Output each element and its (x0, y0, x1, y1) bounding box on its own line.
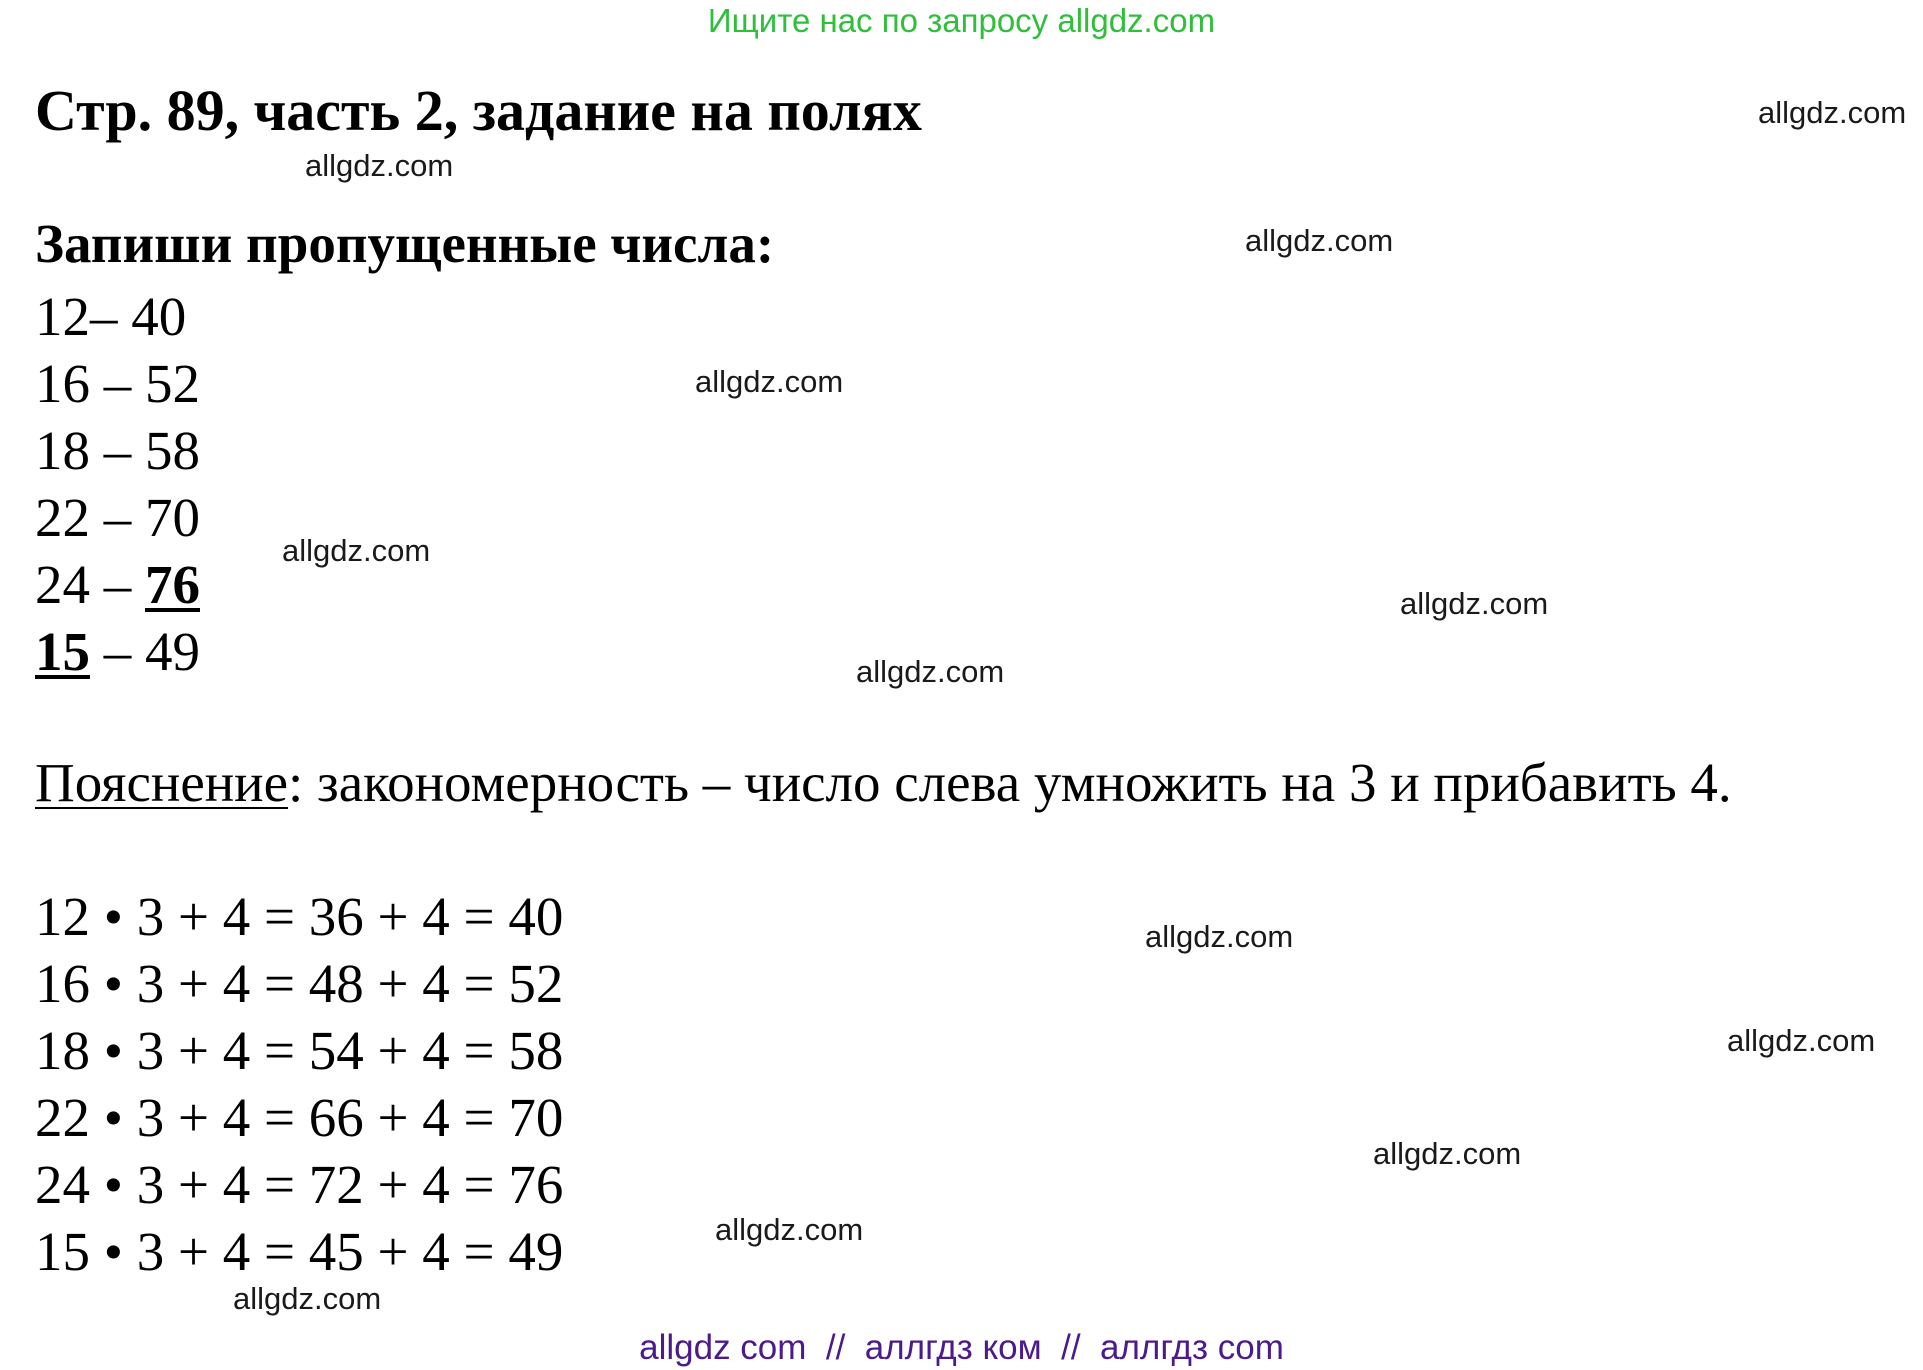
watermark: allgdz.com (1758, 95, 1907, 130)
watermark: allgdz.com (305, 148, 454, 183)
watermark: allgdz.com (1373, 1136, 1522, 1171)
pair-left-number: 18 (35, 420, 90, 481)
watermark: allgdz.com (715, 1212, 864, 1247)
watermark: allgdz.com (856, 654, 1005, 689)
watermark: allgdz.com (1727, 1023, 1876, 1058)
task-heading: Запиши пропущенные числа: (35, 213, 775, 274)
equation-row: 24 • 3 + 4 = 72 + 4 = 76 (35, 1154, 564, 1215)
watermark: allgdz.com (1145, 919, 1294, 954)
watermark: allgdz.com (233, 1281, 382, 1316)
pair-right-number: 52 (145, 353, 200, 414)
pair-separator: – (90, 621, 145, 682)
page-title: Стр. 89, часть 2, задание на полях (35, 78, 922, 143)
pair-left-number: 16 (35, 353, 90, 414)
equation-row: 16 • 3 + 4 = 48 + 4 = 52 (35, 953, 564, 1014)
number-pair-row (35, 618, 200, 685)
equation-row: 15 • 3 + 4 = 45 + 4 = 49 (35, 1221, 564, 1282)
pair-right-number: 40 (131, 286, 187, 347)
filled-answer-number: 76 (145, 554, 200, 615)
number-pair-row (35, 551, 200, 618)
equation-row: 12 • 3 + 4 = 36 + 4 = 40 (35, 886, 564, 947)
explanation-paragraph (35, 749, 1835, 816)
number-pair-row (35, 350, 200, 417)
pair-right-number: 70 (145, 487, 200, 548)
equations-list (35, 883, 563, 1285)
equation-row: 22 • 3 + 4 = 66 + 4 = 70 (35, 1087, 564, 1148)
pair-left-number: 24 (35, 554, 90, 615)
watermark: allgdz.com (1400, 586, 1549, 621)
watermark: allgdz.com (1245, 223, 1394, 258)
number-pairs-list (35, 283, 200, 685)
pair-right-number: 49 (145, 621, 200, 682)
bottom-brand-banner: allgdz com // аллгдз ком // аллгдз com (639, 1328, 1284, 1367)
pair-separator: – (90, 420, 145, 481)
watermark: allgdz.com (695, 364, 844, 399)
number-pair-row (35, 283, 200, 350)
pair-separator: – (90, 554, 145, 615)
pair-left-number: 22 (35, 487, 90, 548)
number-pair-row (35, 484, 200, 551)
pair-left-number: 12 (35, 286, 90, 347)
filled-answer-number: 15 (35, 621, 90, 682)
watermark: allgdz.com (282, 533, 431, 568)
pair-right-number: 58 (145, 420, 200, 481)
top-search-banner: Ищите нас по запросу allgdz.com (707, 2, 1216, 39)
pair-separator: – (90, 487, 145, 548)
explanation-label: Пояснение (35, 752, 289, 813)
number-pair-row (35, 417, 200, 484)
equation-row: 18 • 3 + 4 = 54 + 4 = 58 (35, 1020, 564, 1081)
pair-separator: – (90, 353, 145, 414)
pair-separator: – (90, 286, 132, 347)
explanation-text: : закономерность – число слева умножить на 3 и прибавить 4. (288, 752, 1732, 813)
